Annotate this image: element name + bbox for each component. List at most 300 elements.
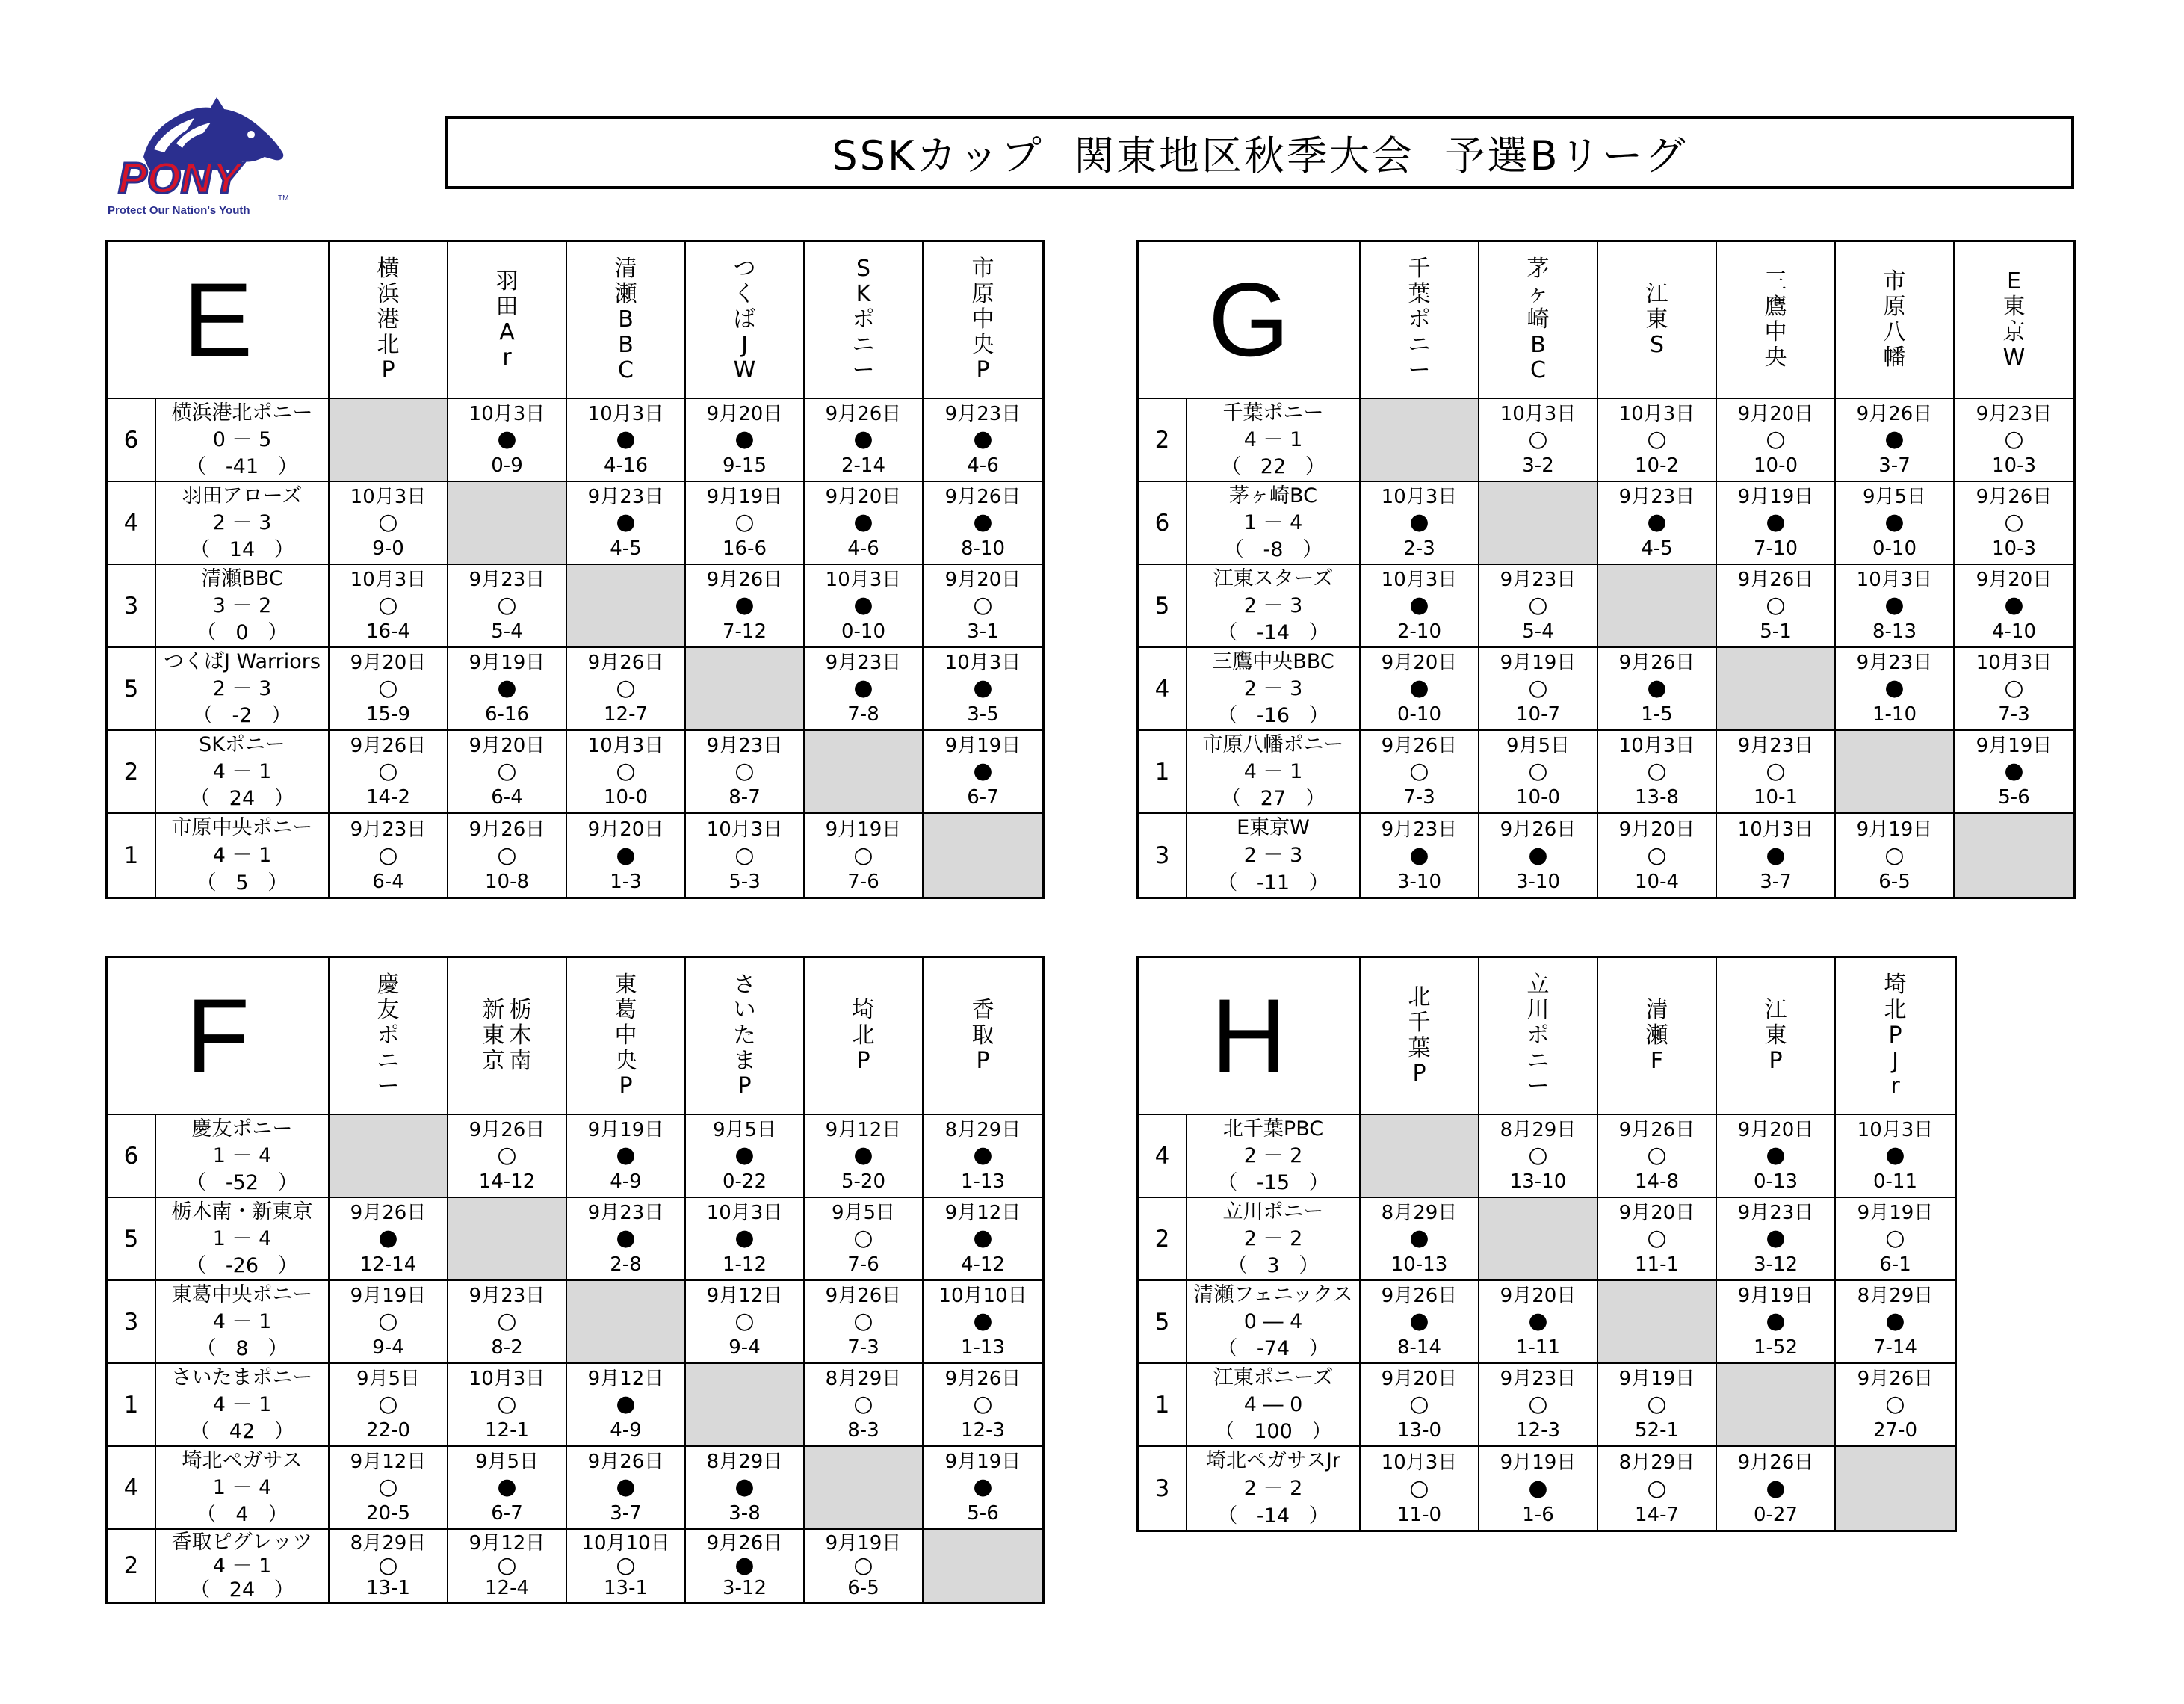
- team-summary: [1187, 1364, 1361, 1445]
- match-result-mark: ○: [378, 509, 398, 536]
- page-title: SSKカップ 関東地区秋季大会 予選Bリーグ: [445, 116, 2074, 189]
- match-score: 5-20: [841, 1170, 885, 1193]
- team-summary: [1187, 1198, 1361, 1279]
- team-rank: 4: [1139, 1115, 1187, 1197]
- match-score: 3-7: [610, 1501, 642, 1525]
- team-row: [108, 731, 1042, 814]
- opponent-header: [686, 242, 805, 398]
- match-score: 1-13: [960, 1170, 1005, 1193]
- self-match-cell: [1361, 1115, 1479, 1197]
- match-score: 0-11: [1872, 1170, 1917, 1193]
- team-record: 0 － 5: [212, 427, 272, 451]
- match-score: 2-10: [1396, 620, 1441, 643]
- opponent-name: 清 瀬 F: [1645, 997, 1668, 1074]
- match-cell: [330, 482, 448, 564]
- team-name: 清瀬BBC: [201, 567, 283, 590]
- match-date: 10月3日: [587, 403, 664, 426]
- match-result-mark: ●: [497, 1474, 517, 1501]
- match-result-mark: ○: [1528, 1391, 1548, 1418]
- team-record: 4 － 1: [1243, 759, 1303, 783]
- team-row: [1139, 648, 2073, 731]
- match-score: 10-0: [1515, 785, 1560, 809]
- team-run-diff: （ 8 ）: [196, 1337, 288, 1361]
- self-match-cell: [1955, 814, 2073, 897]
- team-name: 横浜港北ポニー: [171, 401, 313, 425]
- match-date: 9月12日: [468, 1532, 545, 1555]
- match-result-mark: ●: [1409, 1225, 1429, 1252]
- match-score: 3-12: [1753, 1253, 1798, 1276]
- team-summary: [156, 648, 330, 729]
- match-cell: [924, 731, 1042, 812]
- match-cell: [567, 1447, 686, 1528]
- match-result-mark: ○: [734, 509, 755, 536]
- team-record: 4 － 1: [212, 759, 272, 783]
- match-cell: [1717, 814, 1836, 897]
- match-result-mark: ○: [734, 842, 755, 868]
- match-date: 8月29日: [1618, 1451, 1695, 1474]
- team-record: 4 － 1: [1243, 427, 1303, 451]
- match-result-mark: ○: [1647, 842, 1667, 868]
- team-record: 1 － 4: [212, 1143, 272, 1167]
- team-rank: 2: [108, 1530, 156, 1602]
- match-result-mark: ●: [616, 1474, 636, 1501]
- match-date: 9月26日: [706, 569, 783, 592]
- match-result-mark: ○: [734, 1308, 755, 1335]
- match-cell: [805, 482, 924, 564]
- match-result-mark: ○: [378, 758, 398, 785]
- match-cell: [1598, 648, 1717, 729]
- match-result-mark: ●: [1766, 1308, 1786, 1335]
- match-date: 9月5日: [356, 1368, 421, 1391]
- team-record: 2 － 2: [1243, 1477, 1303, 1500]
- match-cell: [1479, 731, 1598, 812]
- match-date: 9月26日: [825, 1285, 902, 1308]
- match-cell: [1955, 482, 2073, 564]
- match-score: 11-1: [1634, 1253, 1679, 1276]
- match-date: 10月3日: [706, 1202, 783, 1225]
- match-date: 9月26日: [944, 1368, 1021, 1391]
- match-result-mark: ○: [497, 592, 517, 619]
- team-row: [1139, 1447, 1955, 1530]
- team-record: 4 － 1: [212, 1392, 272, 1416]
- match-date: 9月20日: [944, 569, 1021, 592]
- match-cell: [1361, 1198, 1479, 1279]
- team-name: 三鷹中央BBC: [1212, 649, 1334, 673]
- match-result-mark: ○: [2004, 426, 2024, 453]
- match-date: 9月19日: [1737, 1285, 1814, 1308]
- match-score: 8-7: [728, 785, 761, 809]
- match-date: 9月23日: [1500, 1368, 1577, 1391]
- match-score: 4-10: [1991, 620, 2036, 643]
- match-score: 1-10: [1872, 703, 1917, 726]
- match-score: 13-0: [1396, 1419, 1441, 1442]
- team-record: 2 － 3: [1243, 676, 1303, 700]
- match-score: 7-3: [1998, 703, 2030, 726]
- match-date: 9月26日: [587, 1451, 664, 1474]
- match-result-mark: ○: [1409, 1475, 1429, 1501]
- group-letter: F: [108, 958, 330, 1114]
- match-cell: [1717, 482, 1836, 564]
- match-score: 2-14: [841, 454, 885, 477]
- match-date: 10月3日: [350, 486, 427, 509]
- match-score: 12-4: [484, 1577, 529, 1599]
- team-name: 茅ヶ崎BC: [1229, 484, 1317, 507]
- team-run-diff: （ 3 ）: [1227, 1254, 1320, 1278]
- match-cell: [1836, 399, 1955, 481]
- match-cell: [1479, 565, 1598, 646]
- match-result-mark: ○: [1766, 758, 1786, 785]
- match-score: 10-0: [1753, 454, 1798, 477]
- match-date: 10月10日: [581, 1532, 670, 1555]
- self-match-cell: [448, 1198, 567, 1279]
- match-score: 2-8: [610, 1253, 642, 1276]
- league-table-f: [105, 956, 1045, 1604]
- match-date: 9月26日: [1737, 1451, 1814, 1474]
- match-score: 10-8: [484, 870, 529, 893]
- team-record: 0 ― 4: [1243, 1309, 1303, 1333]
- match-cell: [567, 482, 686, 564]
- team-summary: [156, 731, 330, 812]
- opponent-name: 市 原 中 央 P: [971, 256, 994, 383]
- match-cell: [330, 731, 448, 812]
- league-table-h: [1136, 956, 1957, 1532]
- match-result-mark: ○: [378, 675, 398, 702]
- match-cell: [805, 1115, 924, 1197]
- team-name: 市原中央ポニー: [171, 816, 313, 839]
- match-cell: [448, 399, 567, 481]
- match-cell: [330, 1447, 448, 1528]
- match-date: 9月23日: [587, 486, 664, 509]
- team-summary: [156, 482, 330, 564]
- match-cell: [686, 814, 805, 897]
- opponent-header: [1479, 958, 1598, 1114]
- team-summary: [156, 1115, 330, 1197]
- match-result-mark: ○: [1885, 1225, 1905, 1252]
- match-score: 10-1: [1753, 785, 1798, 809]
- match-date: 9月23日: [587, 1202, 664, 1225]
- match-score: 7-10: [1753, 537, 1798, 560]
- team-rank: 5: [1139, 1281, 1187, 1362]
- match-cell: [1717, 1198, 1836, 1279]
- match-result-mark: ○: [616, 675, 636, 702]
- match-cell: [1717, 1447, 1836, 1530]
- match-score: 10-3: [1991, 537, 2036, 560]
- opponent-name: 茅 ヶ 崎 B C: [1526, 256, 1550, 383]
- match-date: 8月29日: [706, 1451, 783, 1474]
- team-rank: 1: [108, 814, 156, 897]
- match-cell: [924, 1447, 1042, 1528]
- match-date: 9月23日: [1618, 486, 1695, 509]
- match-score: 3-10: [1515, 870, 1560, 893]
- match-result-mark: ●: [1766, 842, 1786, 868]
- match-result-mark: ○: [853, 1308, 873, 1335]
- match-cell: [330, 1364, 448, 1445]
- team-run-diff: （ -52 ）: [186, 1171, 298, 1195]
- team-summary: [1187, 731, 1361, 812]
- match-result-mark: ○: [1647, 1475, 1667, 1501]
- team-record: 4 － 1: [212, 844, 272, 867]
- match-cell: [924, 648, 1042, 729]
- match-result-mark: ○: [734, 758, 755, 785]
- team-summary: [1187, 565, 1361, 646]
- match-result-mark: ●: [1885, 1142, 1905, 1169]
- match-result-mark: ●: [973, 1308, 993, 1335]
- match-result-mark: ●: [973, 1225, 993, 1252]
- match-score: 10-7: [1515, 703, 1560, 726]
- match-result-mark: ○: [1647, 1391, 1667, 1418]
- match-date: 9月20日: [1976, 569, 2052, 592]
- match-score: 3-2: [1522, 454, 1554, 477]
- match-result-mark: ●: [1528, 1308, 1548, 1335]
- match-score: 0-13: [1753, 1170, 1798, 1193]
- team-name: 千葉ポニー: [1222, 401, 1324, 425]
- match-cell: [567, 731, 686, 812]
- self-match-cell: [805, 731, 924, 812]
- opponent-header: [686, 958, 805, 1114]
- match-score: 1-11: [1515, 1336, 1560, 1359]
- team-name: 香取ピグレッツ: [171, 1530, 313, 1554]
- match-date: 9月23日: [1856, 652, 1933, 675]
- match-date: 9月5日: [712, 1119, 777, 1142]
- match-cell: [567, 1198, 686, 1279]
- match-result-mark: ●: [1884, 509, 1905, 536]
- match-date: 9月5日: [1506, 735, 1571, 758]
- team-rank: 6: [108, 1115, 156, 1197]
- match-cell: [1479, 1281, 1598, 1362]
- match-cell: [1717, 1115, 1836, 1197]
- team-row: [108, 1447, 1042, 1530]
- team-run-diff: （ -2 ）: [192, 704, 292, 728]
- match-score: 3-12: [722, 1577, 767, 1599]
- team-summary: [1187, 482, 1361, 564]
- team-summary: [156, 1530, 330, 1602]
- match-date: 9月23日: [1737, 735, 1814, 758]
- match-result-mark: ○: [497, 842, 517, 868]
- match-date: 9月19日: [350, 1285, 427, 1308]
- opponent-name: 千 葉 ポ ニ ー: [1408, 256, 1431, 383]
- match-score: 3-5: [967, 703, 999, 726]
- match-score: 7-12: [722, 620, 767, 643]
- match-date: 10月3日: [1381, 1451, 1458, 1474]
- match-result-mark: ●: [734, 592, 755, 619]
- match-result-mark: ●: [734, 1552, 755, 1578]
- match-result-mark: ●: [378, 1225, 398, 1252]
- match-date: 10月3日: [1618, 735, 1695, 758]
- match-result-mark: ●: [1409, 842, 1429, 868]
- self-match-cell: [330, 399, 448, 481]
- team-record: 1 － 4: [1243, 510, 1303, 534]
- match-score: 10-4: [1634, 870, 1679, 893]
- match-cell: [1955, 565, 2073, 646]
- match-date: 9月19日: [706, 486, 783, 509]
- match-cell: [330, 1281, 448, 1362]
- match-result-mark: ●: [734, 1474, 755, 1501]
- team-row: [1139, 399, 2073, 482]
- match-date: 9月26日: [1381, 735, 1458, 758]
- match-cell: [330, 648, 448, 729]
- team-rank: 4: [108, 1447, 156, 1528]
- match-date: 9月26日: [350, 735, 427, 758]
- opponent-name: S K ポ ニ ー: [852, 256, 875, 383]
- match-date: 9月26日: [350, 1202, 427, 1225]
- match-date: 9月26日: [468, 1119, 545, 1142]
- match-date: 9月26日: [1856, 403, 1933, 426]
- match-score: 1-13: [960, 1336, 1005, 1359]
- match-score: 13-1: [603, 1577, 648, 1599]
- opponent-header: [1479, 242, 1598, 398]
- match-date: 8月29日: [825, 1368, 902, 1391]
- match-date: 10月3日: [706, 818, 783, 841]
- match-date: 9月19日: [1737, 486, 1814, 509]
- match-result-mark: ○: [2004, 509, 2024, 536]
- match-cell: [448, 565, 567, 646]
- match-cell: [1479, 648, 1598, 729]
- match-cell: [686, 482, 805, 564]
- match-result-mark: ●: [1766, 1142, 1786, 1169]
- match-result-mark: ○: [1647, 1225, 1667, 1252]
- opponent-header: [1598, 242, 1717, 398]
- match-date: 9月23日: [1381, 818, 1458, 841]
- match-cell: [686, 1198, 805, 1279]
- match-cell: [448, 1364, 567, 1445]
- match-score: 6-5: [847, 1577, 879, 1599]
- match-score: 3-7: [1878, 454, 1911, 477]
- match-date: 10月3日: [350, 569, 427, 592]
- match-score: 9-4: [728, 1336, 761, 1359]
- match-score: 14-2: [365, 785, 410, 809]
- match-score: 5-4: [1522, 620, 1554, 643]
- match-score: 13-10: [1509, 1170, 1567, 1193]
- match-cell: [1479, 399, 1598, 481]
- match-score: 12-3: [1515, 1419, 1560, 1442]
- logo-brand-text: PONY: [118, 154, 241, 203]
- match-cell: [1598, 1447, 1717, 1530]
- match-cell: [924, 565, 1042, 646]
- opponent-header: [1361, 242, 1479, 398]
- team-row: [108, 1281, 1042, 1364]
- horse-logo-icon: [105, 88, 306, 219]
- team-row: [1139, 1364, 1955, 1447]
- match-date: 10月3日: [1857, 1119, 1934, 1142]
- match-score: 1-3: [610, 870, 642, 893]
- match-result-mark: ●: [853, 592, 873, 619]
- match-score: 3-10: [1396, 870, 1441, 893]
- team-rank: 5: [108, 1198, 156, 1279]
- team-run-diff: （ 100 ）: [1214, 1420, 1332, 1444]
- team-run-diff: （ 14 ）: [190, 538, 294, 562]
- match-cell: [924, 482, 1042, 564]
- opponent-name: 江 東 P: [1764, 997, 1787, 1074]
- match-result-mark: ●: [616, 1391, 636, 1418]
- match-result-mark: ●: [616, 426, 636, 453]
- opponent-name: 市 原 八 幡: [1883, 268, 1906, 371]
- opponent-header: [448, 242, 567, 398]
- team-row: [108, 1530, 1042, 1602]
- team-record: 2 － 3: [212, 676, 272, 700]
- match-date: 9月19日: [1500, 1451, 1577, 1474]
- self-match-cell: [567, 565, 686, 646]
- team-run-diff: （ 22 ）: [1221, 455, 1325, 479]
- team-name: 羽田アローズ: [182, 484, 303, 507]
- match-date: 9月12日: [706, 1285, 783, 1308]
- group-letter: G: [1139, 242, 1361, 398]
- match-cell: [1836, 1115, 1955, 1197]
- match-cell: [1361, 1364, 1479, 1445]
- match-score: 3-7: [1760, 870, 1792, 893]
- match-result-mark: ○: [1885, 1391, 1905, 1418]
- league-table-e: [105, 240, 1045, 899]
- match-cell: [1955, 731, 2073, 812]
- opponent-header: [330, 958, 448, 1114]
- team-row: [108, 1115, 1042, 1198]
- match-score: 0-10: [1872, 537, 1917, 560]
- match-result-mark: ●: [973, 758, 993, 785]
- match-cell: [805, 1364, 924, 1445]
- match-result-mark: ○: [1528, 758, 1548, 785]
- logo-tm-text: TM: [278, 194, 289, 203]
- match-result-mark: ●: [2004, 592, 2024, 619]
- opponent-header: [448, 958, 567, 1114]
- team-rank: 1: [1139, 731, 1187, 812]
- match-score: 7-14: [1872, 1336, 1917, 1359]
- team-run-diff: （ 4 ）: [196, 1503, 288, 1527]
- match-score: 7-6: [847, 870, 879, 893]
- match-score: 13-1: [365, 1577, 410, 1599]
- team-rank: 3: [108, 1281, 156, 1362]
- team-name: 慶友ポニー: [191, 1117, 293, 1140]
- match-result-mark: ○: [1884, 842, 1905, 868]
- match-score: 1-12: [722, 1253, 767, 1276]
- match-score: 11-0: [1396, 1503, 1441, 1526]
- team-name: つくばJ Warriors: [164, 649, 321, 673]
- match-score: 14-8: [1634, 1170, 1679, 1193]
- team-name: 埼北ペガサスJr: [1206, 1449, 1340, 1472]
- team-record: 3 － 2: [212, 593, 272, 617]
- team-summary: [156, 1198, 330, 1279]
- match-cell: [805, 565, 924, 646]
- match-cell: [1836, 1364, 1955, 1445]
- match-result-mark: ●: [1766, 1225, 1786, 1252]
- match-date: 9月20日: [1737, 1119, 1814, 1142]
- match-result-mark: ○: [1647, 1142, 1667, 1169]
- team-name: 栃木南・新東京: [171, 1200, 313, 1223]
- match-result-mark: ○: [378, 1308, 398, 1335]
- self-match-cell: [686, 1364, 805, 1445]
- match-score: 13-8: [1634, 785, 1679, 809]
- team-run-diff: （ -11 ）: [1217, 871, 1329, 895]
- match-score: 2-3: [1403, 537, 1435, 560]
- match-cell: [1598, 814, 1717, 897]
- match-date: 10月3日: [1500, 403, 1577, 426]
- team-rank: 3: [1139, 814, 1187, 897]
- match-result-mark: ○: [497, 1391, 517, 1418]
- match-score: 10-13: [1390, 1253, 1448, 1276]
- match-result-mark: ●: [734, 426, 755, 453]
- match-score: 12-1: [484, 1419, 529, 1442]
- league-header-row: [1139, 242, 2073, 399]
- match-date: 9月19日: [468, 652, 545, 675]
- opponent-name-part: 栃 木 南: [509, 997, 532, 1074]
- team-row: [108, 1364, 1042, 1447]
- match-cell: [1361, 1281, 1479, 1362]
- match-date: 9月20日: [468, 735, 545, 758]
- match-cell: [1955, 399, 2073, 481]
- team-name: 江東ポニーズ: [1213, 1365, 1334, 1389]
- team-summary: [156, 1281, 330, 1362]
- team-rank: 1: [108, 1364, 156, 1445]
- opponent-name: 江 東 S: [1645, 281, 1668, 358]
- team-summary: [1187, 1115, 1361, 1197]
